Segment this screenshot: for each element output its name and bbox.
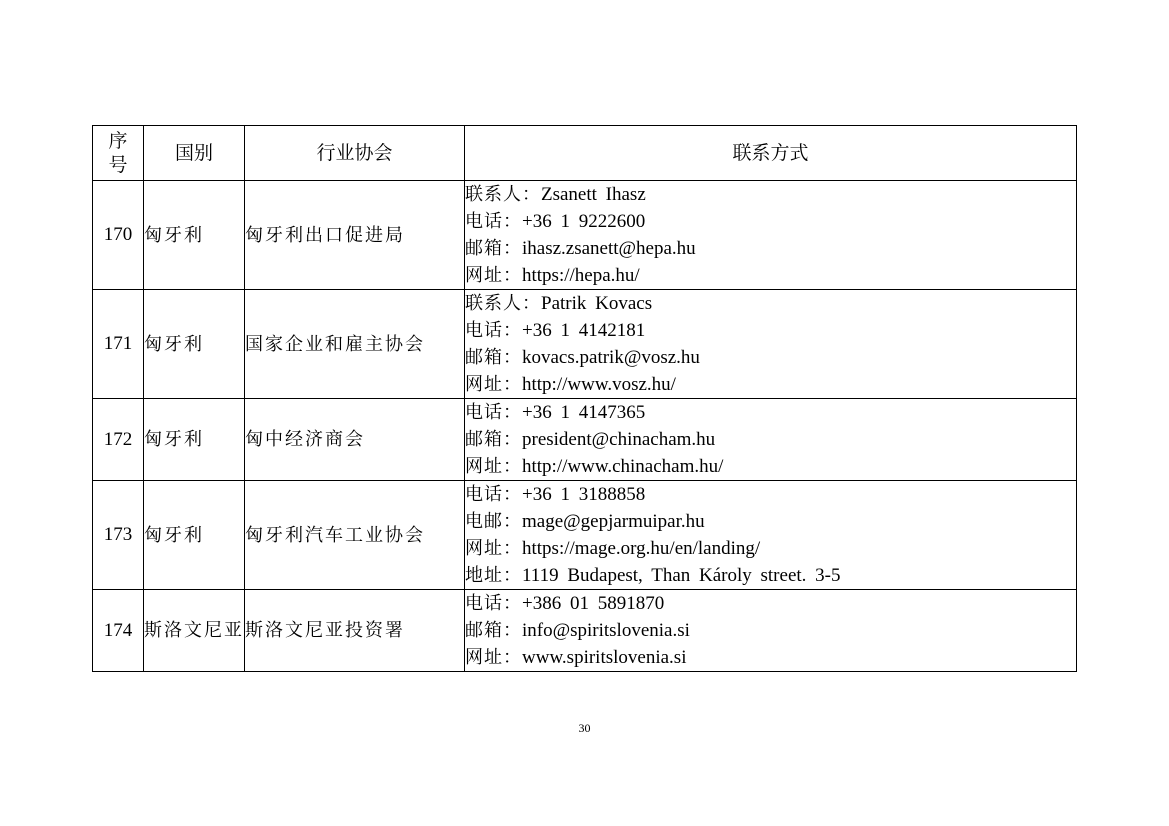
row-contact-info [465,590,1077,672]
header-row [93,126,1077,181]
page-number: 30 [578,721,591,735]
contact-value: 1119 Budapest, Than Károly street. 3-5 [522,565,841,586]
contact-label: 电话： [465,402,522,423]
contact-line [465,562,1076,589]
row-country: 匈牙利 [144,181,245,290]
contact-value: +36 1 9222600 [522,211,646,232]
contact-label: 邮箱： [465,620,522,641]
table-row [93,290,1077,399]
contact-value: Patrik Kovacs [541,293,653,314]
contact-value: +36 1 4147365 [522,402,646,423]
contact-line [465,426,1076,453]
header-no-line-1: 序 [108,130,128,152]
table-row [93,590,1077,672]
contact-line [465,399,1076,426]
contact-value: http://www.chinacham.hu/ [522,456,724,477]
contact-label: 联系人： [465,293,541,314]
contact-line [465,317,1076,344]
contact-line [465,371,1076,398]
contact-line [465,344,1076,371]
contact-label: 网址： [465,374,522,395]
table-row [93,399,1077,481]
contact-label: 网址： [465,538,522,559]
contact-value: https://mage.org.hu/en/landing/ [522,538,761,559]
contact-line [465,453,1076,480]
contact-label: 邮箱： [465,429,522,450]
contact-value: president@chinacham.hu [522,429,716,450]
contact-value: http://www.vosz.hu/ [522,374,676,395]
row-number: 171 [93,290,144,399]
row-number: 170 [93,181,144,290]
contact-label: 网址： [465,647,522,668]
header-no-line-2: 号 [108,154,128,176]
contact-line [465,235,1076,262]
row-number: 172 [93,399,144,481]
contact-line [465,617,1076,644]
contact-label: 电话： [465,320,522,341]
contact-value: https://hepa.hu/ [522,265,640,286]
contact-line [465,481,1076,508]
contact-line [465,208,1076,235]
table-header [93,126,1077,181]
header-no [93,126,144,181]
contact-label: 邮箱： [465,238,522,259]
contact-label: 电话： [465,211,522,232]
contact-value: +36 1 4142181 [522,320,646,341]
contact-label: 电话： [465,593,522,614]
contact-line [465,644,1076,671]
contact-line [465,590,1076,617]
contact-value: www.spiritslovenia.si [522,647,687,668]
row-number: 174 [93,590,144,672]
row-contact-info [465,481,1077,590]
contacts-table [92,125,1077,672]
contact-label: 电邮： [465,511,522,532]
row-country: 匈牙利 [144,399,245,481]
contact-line [465,262,1076,289]
row-association: 匈牙利出口促进局 [245,181,465,290]
contact-label: 网址： [465,265,522,286]
row-country: 匈牙利 [144,290,245,399]
contact-value: Zsanett Ihasz [541,184,646,205]
row-contact-info [465,181,1077,290]
header-country: 国别 [144,126,245,181]
header-association: 行业协会 [245,126,465,181]
table-row [93,481,1077,590]
header-contact: 联系方式 [465,126,1077,181]
table-row [93,181,1077,290]
contact-value: +36 1 3188858 [522,484,646,505]
row-country: 斯洛文尼亚 [144,590,245,672]
contact-label: 网址： [465,456,522,477]
row-contact-info [465,399,1077,481]
row-association: 匈牙利汽车工业协会 [245,481,465,590]
row-association: 匈中经济商会 [245,399,465,481]
contact-label: 地址： [465,565,522,586]
row-association: 斯洛文尼亚投资署 [245,590,465,672]
contact-label: 电话： [465,484,522,505]
contact-line [465,535,1076,562]
contact-value: kovacs.patrik@vosz.hu [522,347,700,368]
contact-line [465,508,1076,535]
contact-line [465,181,1076,208]
contact-value: ihasz.zsanett@hepa.hu [522,238,696,259]
contact-label: 联系人： [465,184,541,205]
contact-value: info@spiritslovenia.si [522,620,690,641]
table-body [93,181,1077,672]
contact-label: 邮箱： [465,347,522,368]
row-contact-info [465,290,1077,399]
row-association: 国家企业和雇主协会 [245,290,465,399]
contact-value: +386 01 5891870 [522,593,665,614]
row-number: 173 [93,481,144,590]
contact-value: mage@gepjarmuipar.hu [522,511,705,532]
row-country: 匈牙利 [144,481,245,590]
contact-line [465,290,1076,317]
